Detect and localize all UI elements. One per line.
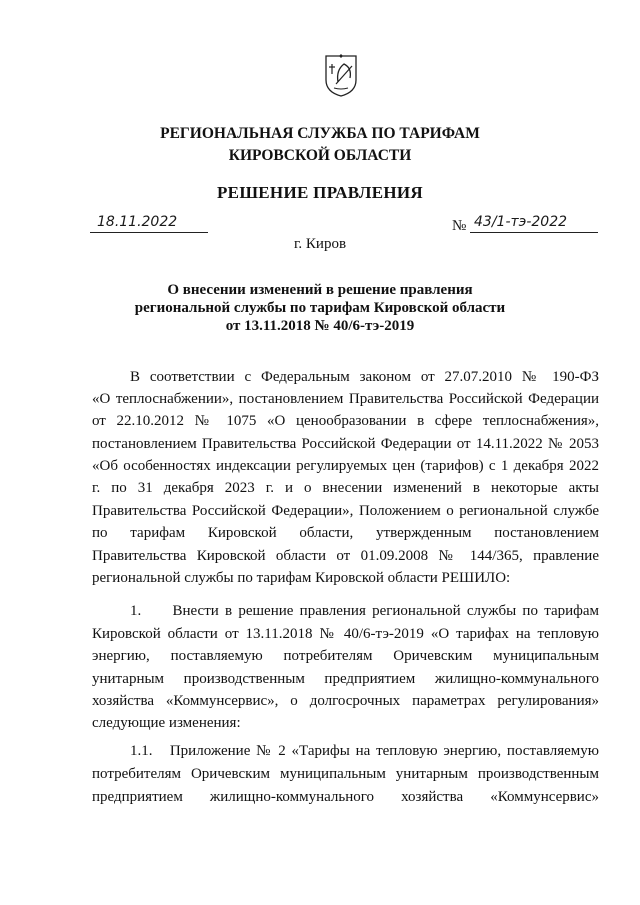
- agency-name-line1: РЕГИОНАЛЬНАЯ СЛУЖБА ПО ТАРИФАМ: [160, 125, 480, 142]
- decision-number: 43/1-тэ-2022: [474, 214, 568, 230]
- text-line: унитарным производственным предприятием жилищно-коммунального: [92, 671, 599, 687]
- coat-of-arms-emblem: [322, 52, 360, 98]
- text-line: В соответствии с Федеральным законом от 27.07.2010 № 190-ФЗ: [130, 369, 599, 385]
- subject-line: О внесении изменений в решение правления: [167, 282, 473, 298]
- text-line: 1. Внести в решение правления региональной службы по тарифам: [130, 603, 599, 619]
- text-line: Правительства Кировской области от 01.09.2008 № 144/365, правление: [92, 548, 599, 564]
- text-line: хозяйства «Коммунсервис», о долгосрочных параметрах регулирования»: [92, 693, 599, 709]
- number-prefix: №: [452, 218, 467, 234]
- text-line: г. по 31 декабря 2023 г. и о внесении изменений в некоторые акты: [92, 480, 599, 496]
- text-line: от 22.10.2012 № 1075 «О ценообразовании в сфере теплоснабжения»,: [92, 413, 599, 429]
- text-line: энергию, поставляемую потребителям Оричевским муниципальным: [92, 648, 599, 664]
- text-line: потребителям Оричевским муниципальным унитарным производственным: [92, 766, 599, 782]
- decision-date: 18.11.2022: [97, 214, 178, 230]
- number-underline: [470, 232, 598, 233]
- text-line: Правительства Российской Федерации», Положением о региональной службе: [92, 503, 599, 519]
- decision-title: РЕШЕНИЕ ПРАВЛЕНИЯ: [217, 183, 423, 202]
- date-underline: [90, 232, 208, 233]
- text-line: 1.1. Приложение № 2 «Тарифы на тепловую энергию, поставляемую: [130, 743, 599, 759]
- text-line: следующие изменения:: [92, 715, 241, 731]
- text-line: региональной службы по тарифам Кировской области РЕШИЛО:: [92, 570, 511, 586]
- text-line: «О теплоснабжении», постановлением Правительства Российской Федерации: [92, 391, 599, 407]
- subject-line: от 13.11.2018 № 40/6-тэ-2019: [225, 318, 415, 334]
- text-line: постановлением Правительства Российской Федерации от 14.11.2022 № 2053: [92, 436, 599, 452]
- agency-name-line2: КИРОВСКОЙ ОБЛАСТИ: [228, 147, 412, 164]
- subject-line: региональной службы по тарифам Кировской области: [134, 300, 506, 316]
- text-line: «Об особенностях индексации регулируемых цен (тарифов) с 1 декабря 2022: [92, 458, 599, 474]
- text-line: Кировской области от 13.11.2018 № 40/6-тэ-2019 «О тарифах на тепловую: [92, 626, 599, 642]
- text-line: предприятием жилищно-коммунального хозяйства «Коммунсервис»: [92, 789, 599, 805]
- city-name: г. Киров: [293, 236, 347, 252]
- text-line: по тарифам Кировской области, утвержденным постановлением: [92, 525, 599, 541]
